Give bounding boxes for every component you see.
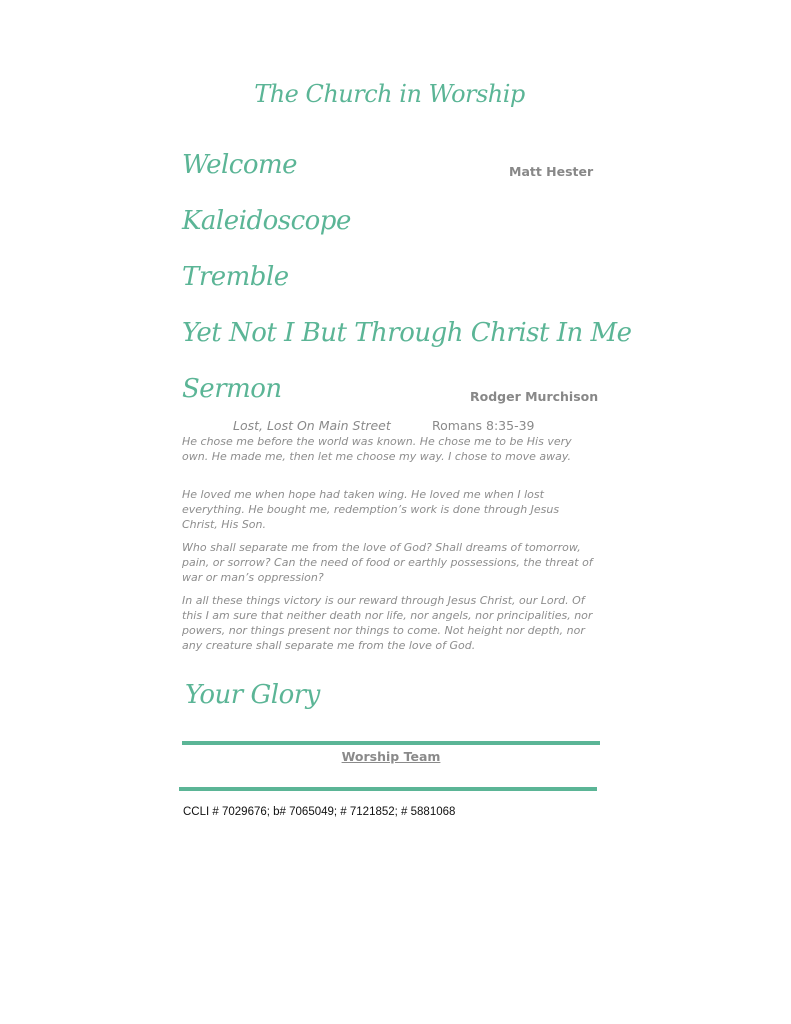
lyrics-paragraph-1: He chose me before the world was known. He chose me to be His very own. He made me, then let me choose my way. I chose to move away. xyxy=(182,435,572,463)
song-kaleidoscope-heading: Kaleidoscope xyxy=(182,206,351,236)
sermon-heading: Sermon xyxy=(182,374,282,404)
song-tremble-heading: Tremble xyxy=(182,262,289,292)
page-title: The Church in Worship xyxy=(254,80,525,108)
song-your-glory-heading: Your Glory xyxy=(185,680,320,710)
lyrics-paragraph-3: Who shall separate me from the love of God? Shall dreams of tomorrow, pain, or sorrow? Can the need of food or earthly possessions, the threat of war or man’s oppression? xyxy=(182,541,593,584)
worship-team-label: Worship Team xyxy=(341,749,441,764)
sermon-presenter: Rodger Murchison xyxy=(470,389,599,404)
ccli-license-numbers: CCLI # 7029676; b# 7065049; # 7121852; # 5881068 xyxy=(183,806,456,818)
lyrics-paragraph-2: He loved me when hope had taken wing. He loved me when I lost everything. He bought me, redemption’s work is done through Jesus Christ, His Son. xyxy=(182,488,560,531)
top-divider xyxy=(182,741,600,745)
song-yet-not-i-heading: Yet Not I But Through Christ In Me xyxy=(182,318,632,348)
sermon-title: Lost, Lost On Main Street xyxy=(233,418,391,433)
welcome-presenter: Matt Hester xyxy=(509,164,594,179)
lyrics-paragraph-4: In all these things victory is our reward through Jesus Christ, our Lord. Of this I am sure that neither death nor life, nor angels, nor principalities, nor powers, nor things present nor things to come. Not height nor depth, nor any creature shall separate me from the love of God. xyxy=(182,594,593,652)
sermon-scripture: Romans 8:35-39 xyxy=(432,418,535,433)
bottom-divider xyxy=(179,787,597,791)
welcome-heading: Welcome xyxy=(182,150,298,180)
